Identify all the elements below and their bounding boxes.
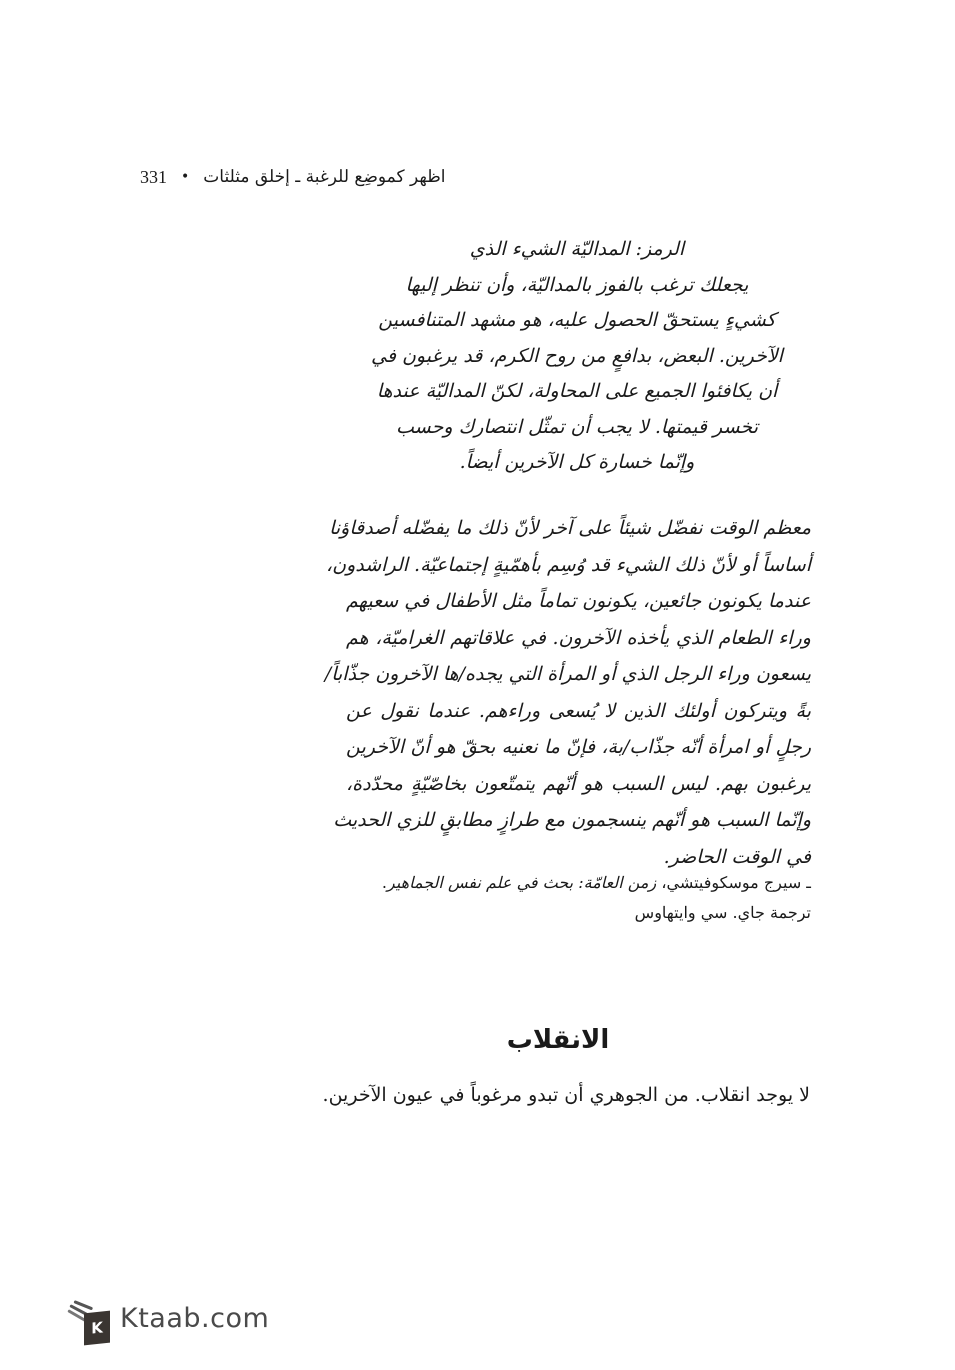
bullet-separator: • [181, 169, 190, 185]
epigraph-line: كشيءٍ يستحقّ الحصول عليه، هو مشهد المتنافسين [378, 309, 776, 331]
epigraph-line: الرمز: المداليّة الشيء الذي [469, 238, 685, 260]
citation-author: ـ سيرج موسكوفيتشي، [656, 873, 811, 892]
epigraph-line: يجعلك ترغب بالفوز بالمداليّة، وأن تنظر إليها [405, 273, 749, 296]
page-number: 331 [140, 166, 167, 187]
quote-line: رجلٍ أو امرأة أنّه جذّاب/بة، فإنّ ما نعنيه بحقّ هو أنّ الآخرين [346, 736, 811, 758]
book-logo-icon [62, 1290, 110, 1346]
ktaab-watermark [62, 1290, 269, 1346]
section-heading [300, 1020, 810, 1060]
epigraph-line: تخسر قيمتها. لا يجب أن تمثّل انتصارك وحسب [396, 415, 758, 438]
quote-line: بةً ويتركون أولئك الذين لا يُسعى وراءهم. عندما نقول عن [346, 699, 811, 722]
quote-line: أساساً أو لأنّ ذلك الشيء قد وُسِم بأهمّيةٍ إجتماعيّة. الراشدون، [326, 553, 811, 576]
epigraph-line: أن يكافئوا الجميع على المحاولة، لكنّ المداليّة عندها [376, 380, 778, 402]
epigraph-line: الآخرين. البعض، بدافعٍ من روح الكرم، قد يرغبون في [371, 344, 783, 367]
logo-book-cover [84, 1311, 110, 1346]
citation-author-line [346, 868, 811, 898]
citation-period: . [381, 873, 387, 892]
logo-letter: K [91, 1318, 103, 1338]
quote-line: معظم الوقت نفضّل شيئاً على آخر لأنّ ذلك ما يفضّله أصدقاؤنا [329, 517, 811, 539]
section-heading-text: الانقلاب [506, 1025, 610, 1055]
quote-line: في الوقت الحاضر. [663, 845, 811, 868]
epigraph-line: وإنّما خسارة كل الآخرين أيضاً. [459, 451, 695, 473]
quote-line: عندما يكونون جائعين، يكونون تماماً مثل الأطفال في سعيهم [346, 590, 811, 612]
quote-line: وراء الطعام الذي يأخذه الآخرون. في علاقاتهم الغراميّة، هم [346, 626, 811, 649]
quote-citation [346, 868, 811, 928]
chapter-running-title: اظهر كموضِع للرغبة ـ إخلق مثلثات [203, 167, 446, 187]
citation-work-title: زمن العامّة: بحث في علم نفس الجماهير [387, 873, 657, 892]
quote-line: يسعون وراء الرجل الذي أو المرأة التي يجده/ها الآخرون جذّاباً/ [324, 663, 811, 685]
block-quote [324, 510, 811, 875]
epigraph-block [352, 232, 802, 481]
section-body-paragraph: لا يوجد انقلاب. من الجوهري أن تبدو مرغوباً في عيون الآخرين. [322, 1084, 810, 1106]
quote-line: وإنّما السبب هو أنّهم ينسجمون مع طرازٍ مطابقٍ للزي الحديث [333, 809, 811, 831]
citation-translator: ترجمة جاي. سي وايتهاوس [634, 903, 811, 922]
brand-name: Ktaab.com [120, 1302, 270, 1334]
running-header [140, 162, 470, 192]
quote-line: يرغبون بهم. ليس السبب هو أنّهم يتمتّعون بخاصّيّةٍ محدّدة، [346, 772, 811, 795]
